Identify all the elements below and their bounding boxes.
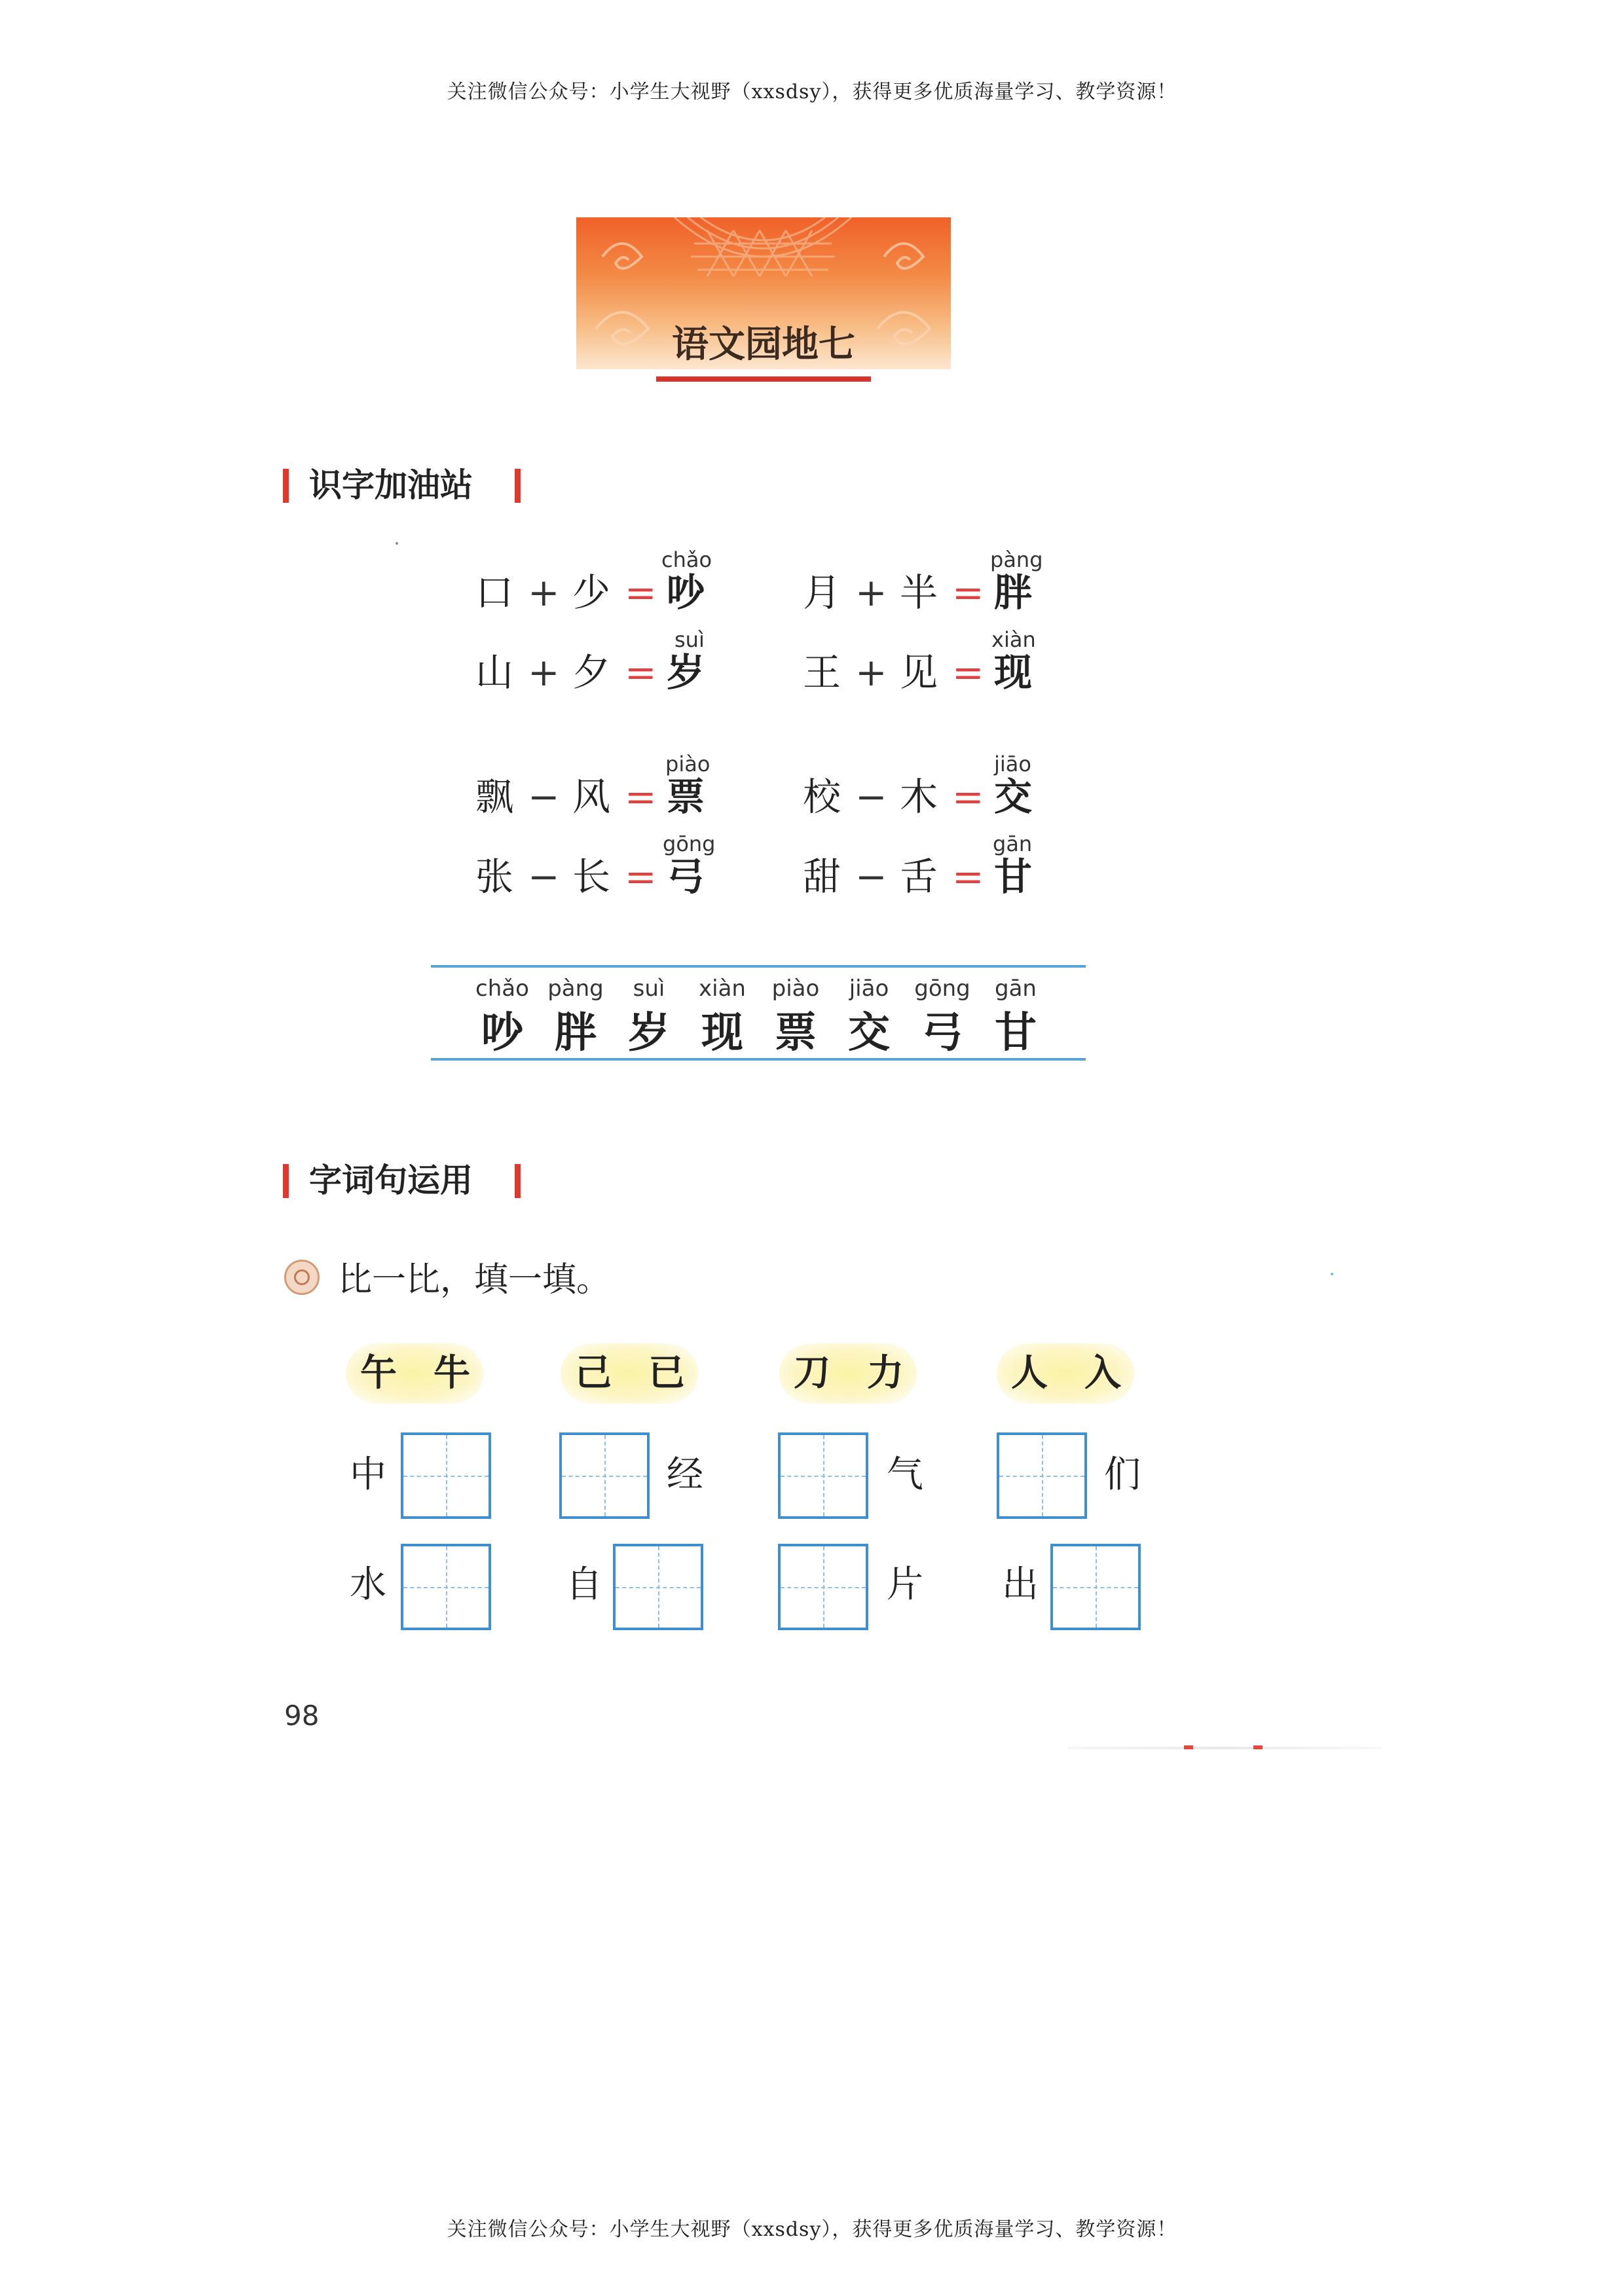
operand-a: 王 (803, 650, 841, 695)
operator: − (855, 854, 887, 899)
char-pair (997, 1343, 1134, 1404)
result-char: 现 (994, 650, 1033, 695)
equation (475, 570, 737, 615)
operator: − (855, 774, 887, 819)
section-title: 字词句运用 (309, 1161, 473, 1199)
banner-underline (656, 376, 871, 382)
context-char: 水 (350, 1563, 386, 1606)
equals-sign: = (952, 650, 984, 695)
section-heading-recognition (283, 462, 532, 508)
footer-promo: 关注微信公众号：小学生大视野（xxsdsy），获得更多优质海量学习、教学资源！ (447, 2218, 1177, 2241)
context-char: 片 (887, 1563, 923, 1606)
writing-box[interactable] (401, 1544, 491, 1630)
char-pair (561, 1343, 698, 1404)
operand-a: 校 (803, 774, 841, 819)
equation (475, 774, 737, 820)
summary-char: 胖 (555, 1008, 597, 1057)
summary-pinyin: gān (995, 975, 1037, 1002)
instruction: 比一比，填一填。 (338, 1260, 611, 1300)
result-char: 弓 (667, 854, 705, 899)
writing-box[interactable] (778, 1544, 868, 1630)
equation (803, 774, 1065, 820)
header-promo: 关注微信公众号：小学生大视野（xxsdsy），获得更多优质海量学习、教学资源！ (447, 81, 1177, 103)
writing-box[interactable] (401, 1432, 491, 1519)
summary-char: 甘 (995, 1008, 1037, 1057)
operand-b: 少 (572, 570, 611, 615)
equation (475, 854, 737, 900)
operand-b: 舌 (900, 854, 938, 899)
writing-box[interactable] (613, 1544, 703, 1630)
decorative-line (1067, 1747, 1382, 1749)
equals-sign: = (625, 774, 657, 819)
summary-pinyin: pàng (547, 975, 604, 1002)
heading-bar-left (283, 1164, 289, 1198)
speck (396, 542, 398, 545)
summary-pinyin: jiāo (849, 975, 889, 1002)
heading-bar-right (515, 1164, 521, 1198)
operand-b: 半 (900, 570, 938, 615)
equation (803, 649, 1065, 695)
context-char: 们 (1104, 1453, 1141, 1496)
equation (803, 854, 1065, 900)
result-char: 岁 (667, 650, 705, 695)
section-title: 识字加油站 (309, 466, 473, 504)
writing-box[interactable] (778, 1432, 868, 1519)
summary-char: 票 (775, 1008, 817, 1057)
equals-sign: = (625, 854, 657, 899)
operand-a: 山 (475, 650, 514, 695)
operator: + (855, 570, 887, 615)
result-char: 吵 (667, 570, 705, 615)
operand-b: 夕 (572, 650, 611, 695)
operand-a: 月 (803, 570, 841, 615)
summary-pinyin: chǎo (475, 975, 529, 1002)
summary-char: 现 (701, 1008, 743, 1057)
banner-title: 语文园地七 (672, 323, 855, 366)
equals-sign: = (625, 570, 657, 615)
pinyin: xiàn (991, 627, 1036, 652)
pair-char: 牛 (434, 1351, 470, 1394)
result-char: 甘 (994, 854, 1033, 899)
operand-a: 甜 (803, 854, 841, 899)
context-char: 出 (1002, 1563, 1039, 1606)
result-char: 交 (994, 774, 1033, 819)
operand-a: 张 (475, 854, 514, 899)
writing-box[interactable] (559, 1432, 650, 1519)
equals-sign: = (952, 774, 984, 819)
summary-char: 交 (848, 1008, 890, 1057)
operator: + (528, 650, 560, 695)
title-banner (576, 217, 951, 369)
operator: + (528, 570, 560, 615)
operand-a: 口 (475, 570, 514, 615)
operator: + (855, 650, 887, 695)
summary-pinyin: gōng (914, 975, 970, 1002)
equation (803, 570, 1065, 615)
equals-sign: = (952, 570, 984, 615)
pinyin: suì (674, 627, 705, 652)
pinyin: gān (993, 831, 1033, 856)
pair-char: 午 (360, 1351, 397, 1394)
heading-bar-right (515, 469, 521, 503)
result-char: 胖 (994, 570, 1033, 615)
pinyin: gōng (663, 831, 716, 856)
operator: − (528, 854, 560, 899)
page-number: 98 (284, 1700, 320, 1732)
summary-top-rule (431, 965, 1086, 968)
context-char: 中 (350, 1453, 386, 1496)
decorative-mark (1184, 1745, 1193, 1749)
operator: − (528, 774, 560, 819)
context-char: 经 (667, 1453, 703, 1496)
pinyin: pàng (990, 547, 1043, 572)
pinyin: piào (665, 752, 710, 776)
pair-char: 己 (575, 1351, 612, 1394)
context-char: 气 (887, 1453, 923, 1496)
pair-char: 人 (1011, 1351, 1048, 1394)
pair-char: 刀 (794, 1351, 830, 1394)
equation (475, 649, 737, 695)
char-pair (346, 1343, 483, 1404)
pair-char: 已 (648, 1351, 685, 1394)
char-pair (779, 1343, 917, 1404)
summary-char: 吵 (481, 1008, 523, 1057)
section-heading-usage (283, 1157, 532, 1203)
operand-b: 风 (572, 774, 611, 819)
pinyin: chǎo (661, 547, 712, 572)
medal-icon (284, 1260, 320, 1295)
equals-sign: = (625, 650, 657, 695)
equals-sign: = (952, 854, 984, 899)
summary-char: 弓 (921, 1008, 963, 1057)
decorative-mark (1253, 1745, 1263, 1749)
operand-a: 飘 (475, 774, 514, 819)
speck (1331, 1273, 1333, 1275)
writing-box[interactable] (997, 1432, 1087, 1519)
operand-b: 木 (900, 774, 938, 819)
summary-char: 岁 (628, 1008, 670, 1057)
summary-pinyin: xiàn (699, 975, 746, 1002)
pair-char: 入 (1084, 1351, 1121, 1394)
operand-b: 见 (900, 650, 938, 695)
pair-char: 力 (867, 1351, 904, 1394)
context-char: 自 (566, 1563, 602, 1606)
writing-box[interactable] (1050, 1544, 1141, 1630)
heading-bar-left (283, 469, 289, 503)
pinyin: jiāo (994, 752, 1031, 776)
result-char: 票 (667, 774, 705, 819)
summary-pinyin: suì (633, 975, 665, 1002)
operand-b: 长 (572, 854, 611, 899)
summary-pinyin: piào (771, 975, 820, 1002)
